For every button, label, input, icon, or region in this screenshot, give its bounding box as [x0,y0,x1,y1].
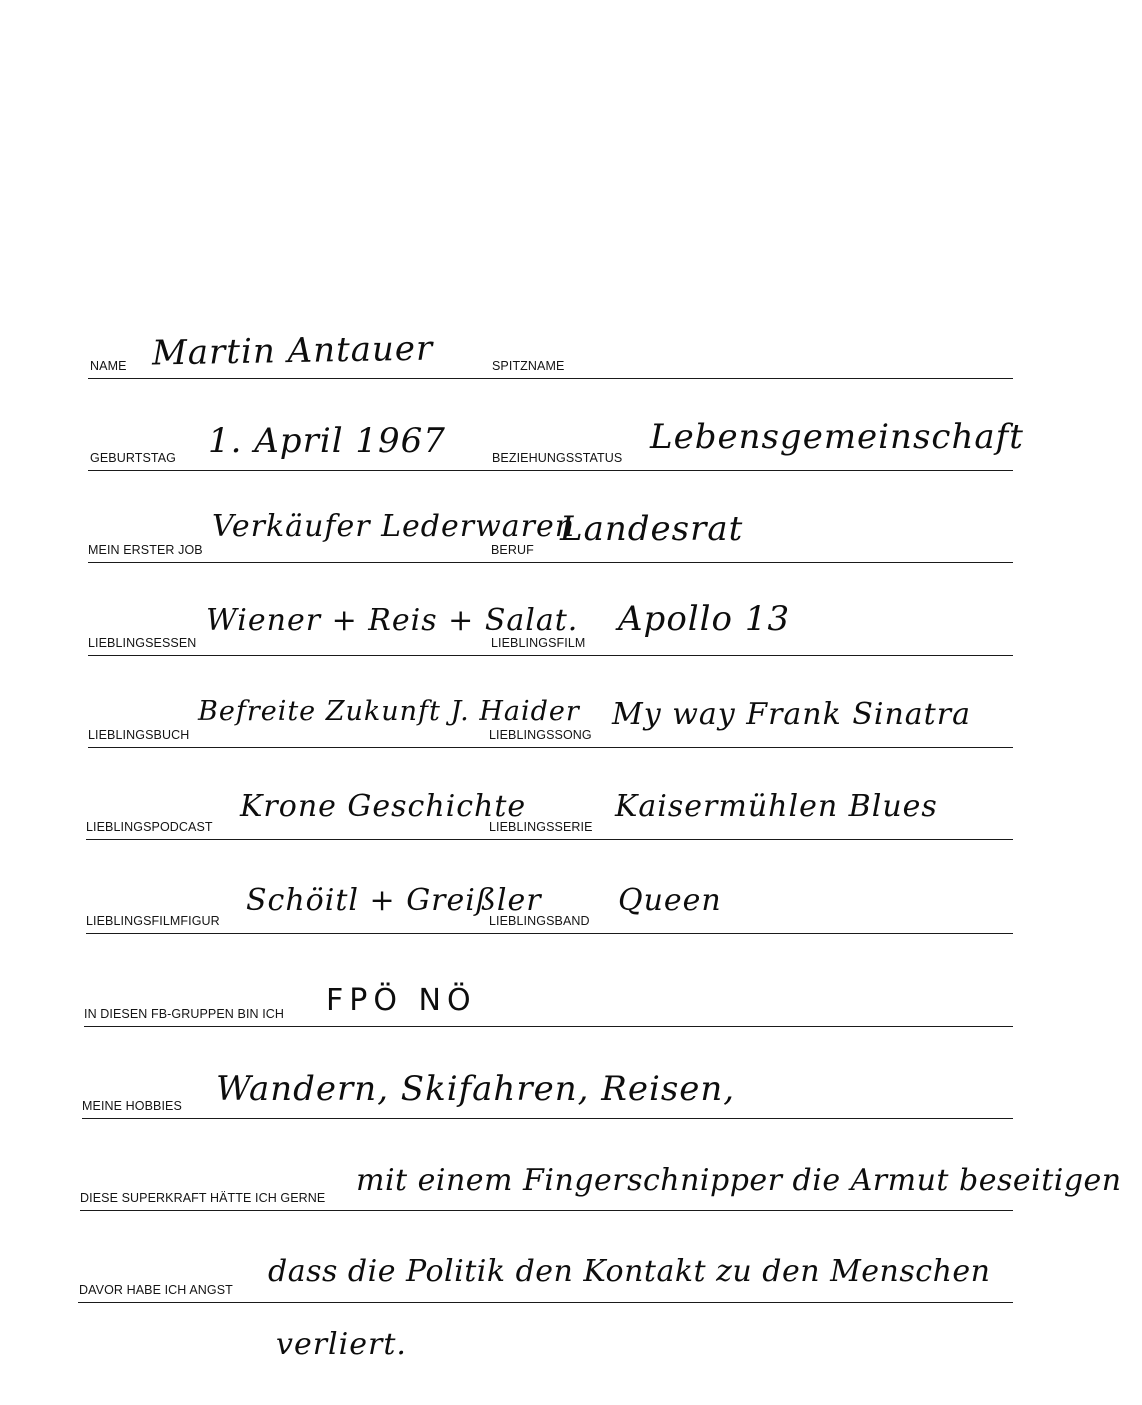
fear-value-line-1: dass die Politik den Kontakt zu den Menschen [268,1254,991,1289]
first-job-label: MEIN ERSTER JOB [88,543,203,557]
superpower-line [80,1210,1013,1211]
favorite-food-value: Wiener + Reis + Salat. [206,603,579,638]
favorite-song-label: LIEBLINGSSONG [489,728,592,742]
film-character-row-line [86,933,1013,934]
profession-label: BERUF [491,543,534,557]
fb-groups-line [84,1026,1013,1027]
favorite-food-label: LIEBLINGSESSEN [88,636,197,650]
superpower-label: DIESE SUPERKRAFT HÄTTE ICH GERNE [80,1191,326,1205]
fear-line [78,1302,1013,1303]
fear-value-line-2: verliert. [276,1327,407,1362]
name-value: Martin Antauer [151,328,434,374]
favorite-podcast-label: LIEBLINGSPODCAST [86,820,213,834]
relationship-status-label: BEZIEHUNGSSTATUS [492,451,623,465]
birthday-row-line [88,470,1013,471]
hobbies-line [82,1118,1013,1119]
favorite-series-label: LIEBLINGSSERIE [489,820,593,834]
favorite-book-label: LIEBLINGSBUCH [88,728,190,742]
favorite-podcast-value: Krone Geschichte [240,789,527,824]
birthday-value: 1. April 1967 [208,421,446,461]
name-row-line [88,378,1013,379]
hobbies-value: Wandern, Skifahren, Reisen, [216,1069,736,1109]
favorite-band-value: Queen [618,883,722,918]
fear-label: DAVOR HABE ICH ANGST [79,1283,233,1297]
relationship-status-value: Lebensgemeinschaft [650,417,1024,457]
fb-groups-label: IN DIESEN FB-GRUPPEN BIN ICH [84,1007,285,1021]
name-label: NAME [90,359,127,373]
favorite-band-label: LIEBLINGSBAND [489,914,590,928]
favorite-film-value: Apollo 13 [618,599,791,639]
favorite-song-value: My way Frank Sinatra [612,697,971,732]
favorite-series-value: Kaisermühlen Blues [615,789,938,824]
hobbies-label: MEINE HOBBIES [82,1099,182,1113]
birthday-label: GEBURTSTAG [90,451,176,465]
first-job-value: Verkäufer Lederwaren [212,509,576,544]
job-row-line [88,562,1013,563]
podcast-row-line [86,839,1013,840]
favorite-film-label: LIEBLINGSFILM [491,636,586,650]
favorite-film-character-label: LIEBLINGSFILMFIGUR [86,914,220,928]
favorite-film-character-value: Schöitl + Greißler [246,883,542,918]
favorite-book-value: Befreite Zukunft J. Haider [198,696,580,727]
nickname-label: SPITZNAME [492,359,565,373]
profession-value: Landesrat [560,509,744,549]
food-row-line [88,655,1013,656]
superpower-value: mit einem Fingerschnipper die Armut beseitigen [356,1163,1122,1198]
fb-groups-value: FPÖ NÖ [326,983,477,1018]
book-row-line [88,747,1013,748]
